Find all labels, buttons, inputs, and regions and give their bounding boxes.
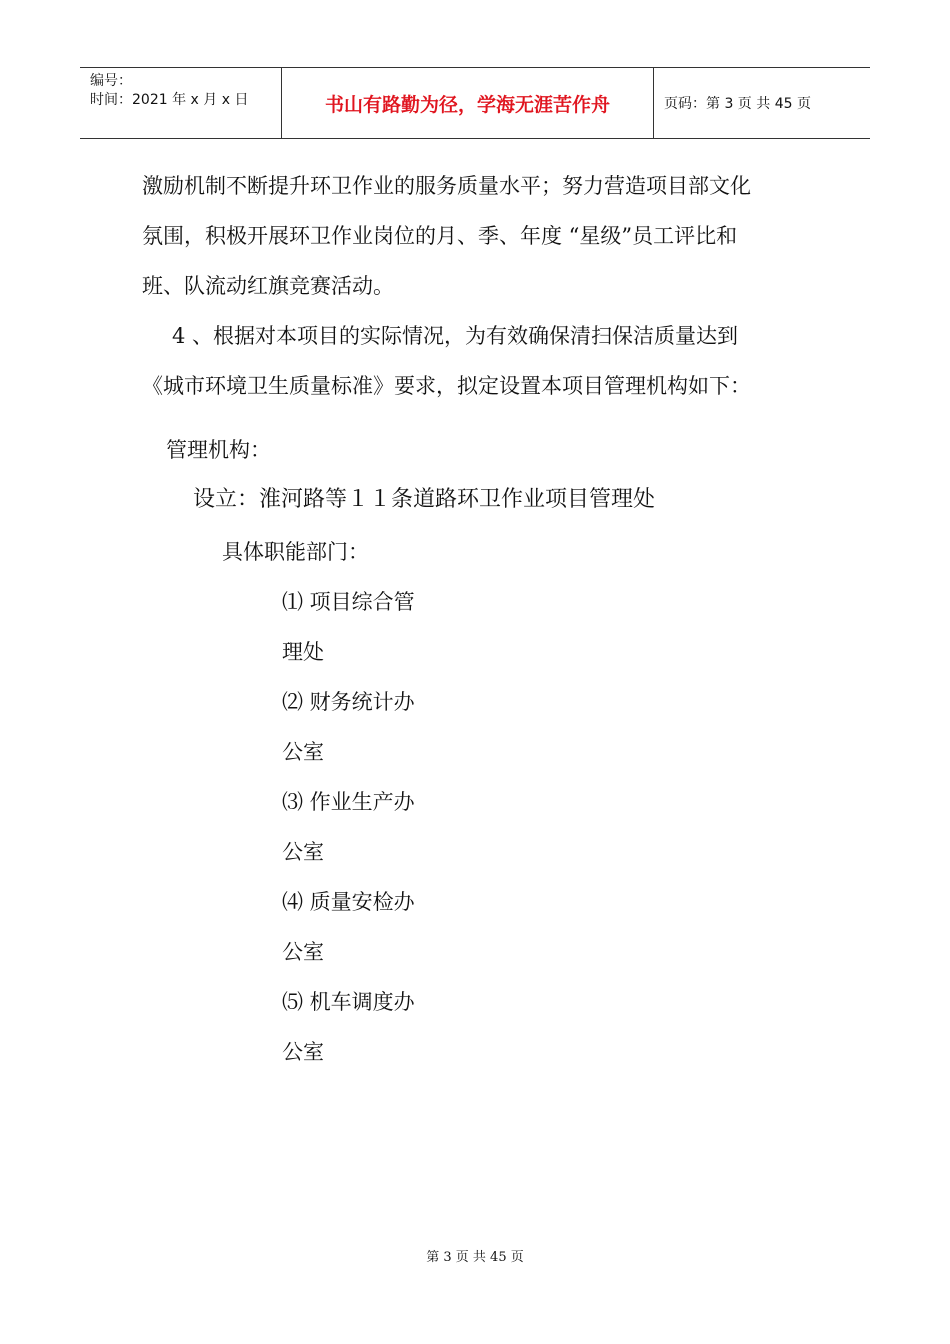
department-item: ⑴ 项目综合管 [282, 590, 415, 614]
paragraph-line: 氛围，积极开展环卫作业岗位的月、季、年度 “星级”员工评比和 [142, 224, 738, 248]
departments-label: 具体职能部门： [222, 540, 369, 564]
setup-line: 设立：淮河路等１１条道路环卫作业项目管理处 [193, 487, 656, 512]
department-item-cont: 公室 [282, 840, 324, 864]
document-date: 时间：2021 年 x 月 x 日 [90, 92, 249, 108]
header-page-info: 页码：第 3 页 共 45 页 [664, 96, 811, 112]
department-item-cont: 公室 [282, 740, 324, 764]
department-item: ⑶ 作业生产办 [282, 790, 415, 814]
department-item-cont: 公室 [282, 1040, 324, 1064]
header-motto: 书山有路勤为径，学海无涯苦作舟 [282, 68, 654, 138]
management-label: 管理机构： [166, 438, 271, 462]
document-header [80, 67, 870, 139]
department-item-cont: 公室 [282, 940, 324, 964]
header-meta [80, 68, 282, 138]
department-item: ⑵ 财务统计办 [282, 690, 415, 714]
paragraph-line: 班、队流动红旗竞赛活动。 [142, 274, 394, 298]
document-number-label: 编号： [90, 73, 132, 89]
department-item-cont: 理处 [282, 640, 324, 664]
paragraph-line: 《城市环境卫生质量标准》要求，拟定设置本项目管理机构如下： [142, 374, 751, 398]
department-item: ⑸ 机车调度办 [282, 990, 415, 1014]
page-footer: 第 3 页 共 45 页 [426, 1250, 524, 1265]
department-item: ⑷ 质量安检办 [282, 890, 415, 914]
paragraph-line: 激励机制不断提升环卫作业的服务质量水平；努力营造项目部文化 [142, 174, 751, 198]
paragraph-line: 4 、根据对本项目的实际情况，为有效确保清扫保洁质量达到 [172, 324, 739, 348]
